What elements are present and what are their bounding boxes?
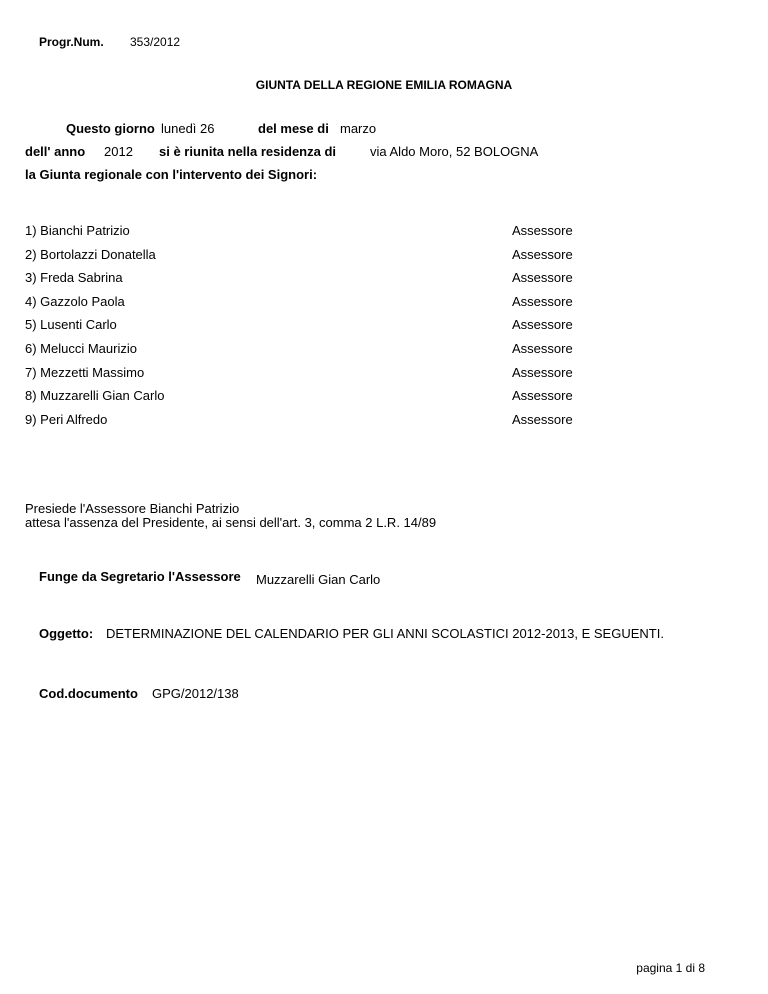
year-value: 2012 xyxy=(104,144,133,159)
member-role: Assessore xyxy=(512,341,573,356)
member-name: 6) Melucci Maurizio xyxy=(25,341,137,356)
month-value: marzo xyxy=(340,121,377,136)
progr-num-label: Progr.Num. xyxy=(39,35,104,49)
presidency-line-2: attesa l'assenza del Presidente, ai sensi dell'art. 3, comma 2 L.R. 14/89 xyxy=(25,515,437,530)
document-code-label: Cod.documento xyxy=(39,686,138,701)
progr-num-value: 353/2012 xyxy=(130,35,181,49)
document-title: GIUNTA DELLA REGIONE EMILIA ROMAGNA xyxy=(255,78,513,92)
secretary-value: Muzzarelli Gian Carlo xyxy=(256,572,381,587)
residence-value: via Aldo Moro, 52 BOLOGNA xyxy=(370,144,539,159)
member-name: 8) Muzzarelli Gian Carlo xyxy=(25,388,165,403)
attendance-intro: la Giunta regionale con l'intervento dei Signori: xyxy=(25,167,318,182)
member-role: Assessore xyxy=(512,365,573,380)
member-role: Assessore xyxy=(512,294,573,309)
member-name: 9) Peri Alfredo xyxy=(25,412,108,427)
member-role: Assessore xyxy=(512,412,573,427)
member-name: 7) Mezzetti Massimo xyxy=(25,365,145,380)
member-name: 5) Lusenti Carlo xyxy=(25,317,117,332)
document-code-value: GPG/2012/138 xyxy=(152,686,239,701)
page-number: pagina 1 di 8 xyxy=(636,961,705,975)
secretary-label: Funge da Segretario l'Assessore xyxy=(39,569,241,584)
residence-label: si è riunita nella residenza di xyxy=(159,144,337,159)
member-role: Assessore xyxy=(512,223,573,238)
member-role: Assessore xyxy=(512,270,573,285)
member-name: 3) Freda Sabrina xyxy=(25,270,123,285)
member-role: Assessore xyxy=(512,247,573,262)
member-name: 4) Gazzolo Paola xyxy=(25,294,125,309)
day-label: Questo giorno xyxy=(66,121,155,136)
subject-label: Oggetto: xyxy=(39,626,94,641)
year-label: dell' anno xyxy=(25,144,86,159)
presidency-line-1: Presiede l'Assessore Bianchi Patrizio xyxy=(25,501,240,516)
member-role: Assessore xyxy=(512,388,573,403)
member-role: Assessore xyxy=(512,317,573,332)
member-name: 2) Bortolazzi Donatella xyxy=(25,247,156,262)
subject-value: DETERMINAZIONE DEL CALENDARIO PER GLI ANNI SCOLASTICI 2012-2013, E SEGUENTI. xyxy=(106,626,664,641)
month-label: del mese di xyxy=(258,121,329,136)
member-name: 1) Bianchi Patrizio xyxy=(25,223,130,238)
day-value: lunedì 26 xyxy=(161,121,215,136)
